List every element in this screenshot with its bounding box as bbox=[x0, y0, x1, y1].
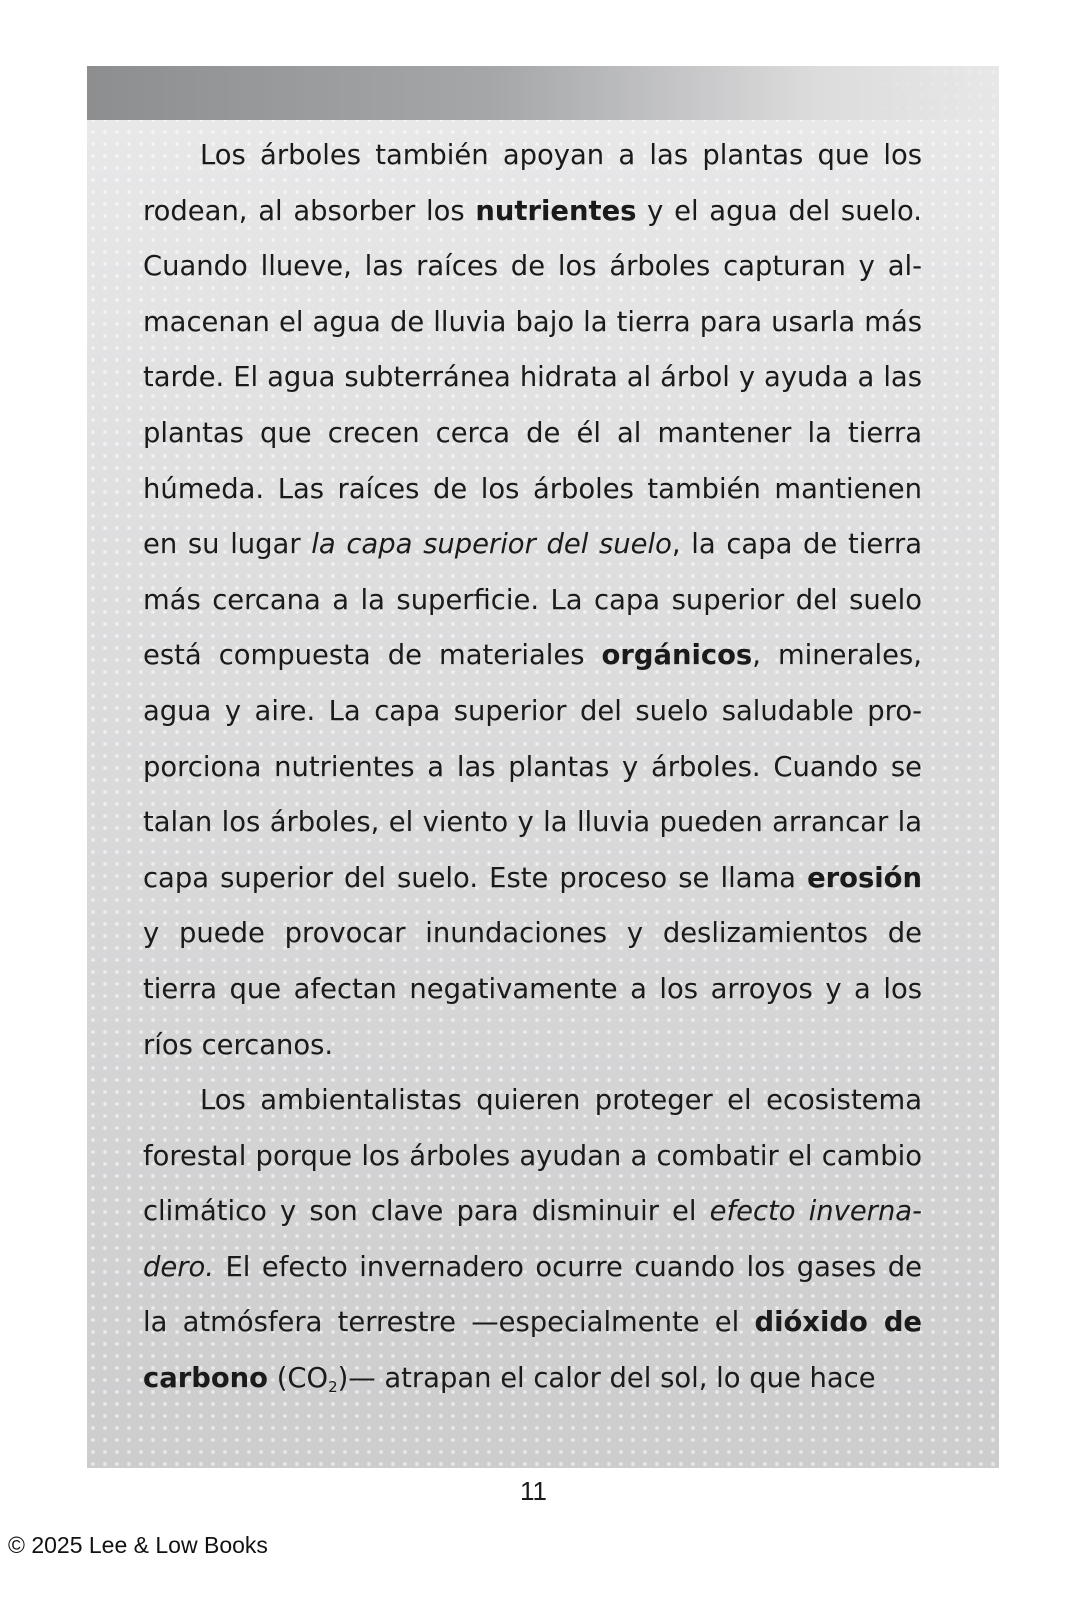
text-run: Los ambientalistas quieren proteger el ecosistema forestal porque los árboles ayudan a combatir el cambio climático y son clave para disminuir el bbox=[143, 1085, 922, 1228]
subscript: 2 bbox=[328, 1378, 338, 1397]
paragraph bbox=[143, 128, 922, 1073]
page-number: 11 bbox=[520, 1476, 547, 1506]
text-run: y puede provocar inundaciones y deslizamientos de tierra que afectan negativamente a los arroyos y a los ríos cercanos. bbox=[143, 918, 922, 1061]
term-nutrientes: nutrientes bbox=[475, 195, 637, 227]
body-text bbox=[143, 128, 922, 1407]
term-organicos: orgánicos bbox=[601, 640, 753, 672]
text-run: El efecto invernadero ocurre cuando los gases de la atmósfera terrestre —especialmente el bbox=[143, 1251, 922, 1339]
text-run: Los árboles también apoyan a las plantas que los rodean, al absorber los bbox=[143, 140, 922, 227]
text-run: , minerales, agua y aire. La capa superior del suelo saludable proporciona nutrientes a las plantas y árboles. Cuando se talan los árboles, el viento y la lluvia pueden arrancar la capa superior del suelo. Este proceso se llama bbox=[143, 640, 922, 894]
header-band bbox=[87, 66, 999, 120]
term-dioxido-de-carbono: dióxido de carbono bbox=[143, 1307, 923, 1395]
term-erosion: erosión bbox=[807, 862, 922, 894]
emphasis-text: efecto invernadero. bbox=[143, 1196, 922, 1283]
text-run: )— atrapan el calor del sol, lo que hace bbox=[337, 1363, 876, 1395]
text-run: , la capa de tierra más cercana a la superficie. La capa superior del suelo está compuesta de materiales bbox=[143, 529, 922, 672]
emphasis-text: la capa superior del suelo bbox=[311, 529, 672, 561]
paragraph bbox=[143, 1073, 922, 1407]
copyright-notice: © 2025 Lee & Low Books bbox=[8, 1532, 268, 1558]
text-run: y el agua del suelo. Cuando llueve, las raíces de los árboles capturan y almacenan el agua de lluvia bajo la tierra para usarla más tarde. El agua subterránea hidrata al árbol y ayuda a las plantas que crecen cerca de él al mantener la tierra húmeda. Las raíces de los árboles también mantienen en su lugar bbox=[143, 195, 922, 561]
text-run: (CO bbox=[267, 1363, 329, 1395]
